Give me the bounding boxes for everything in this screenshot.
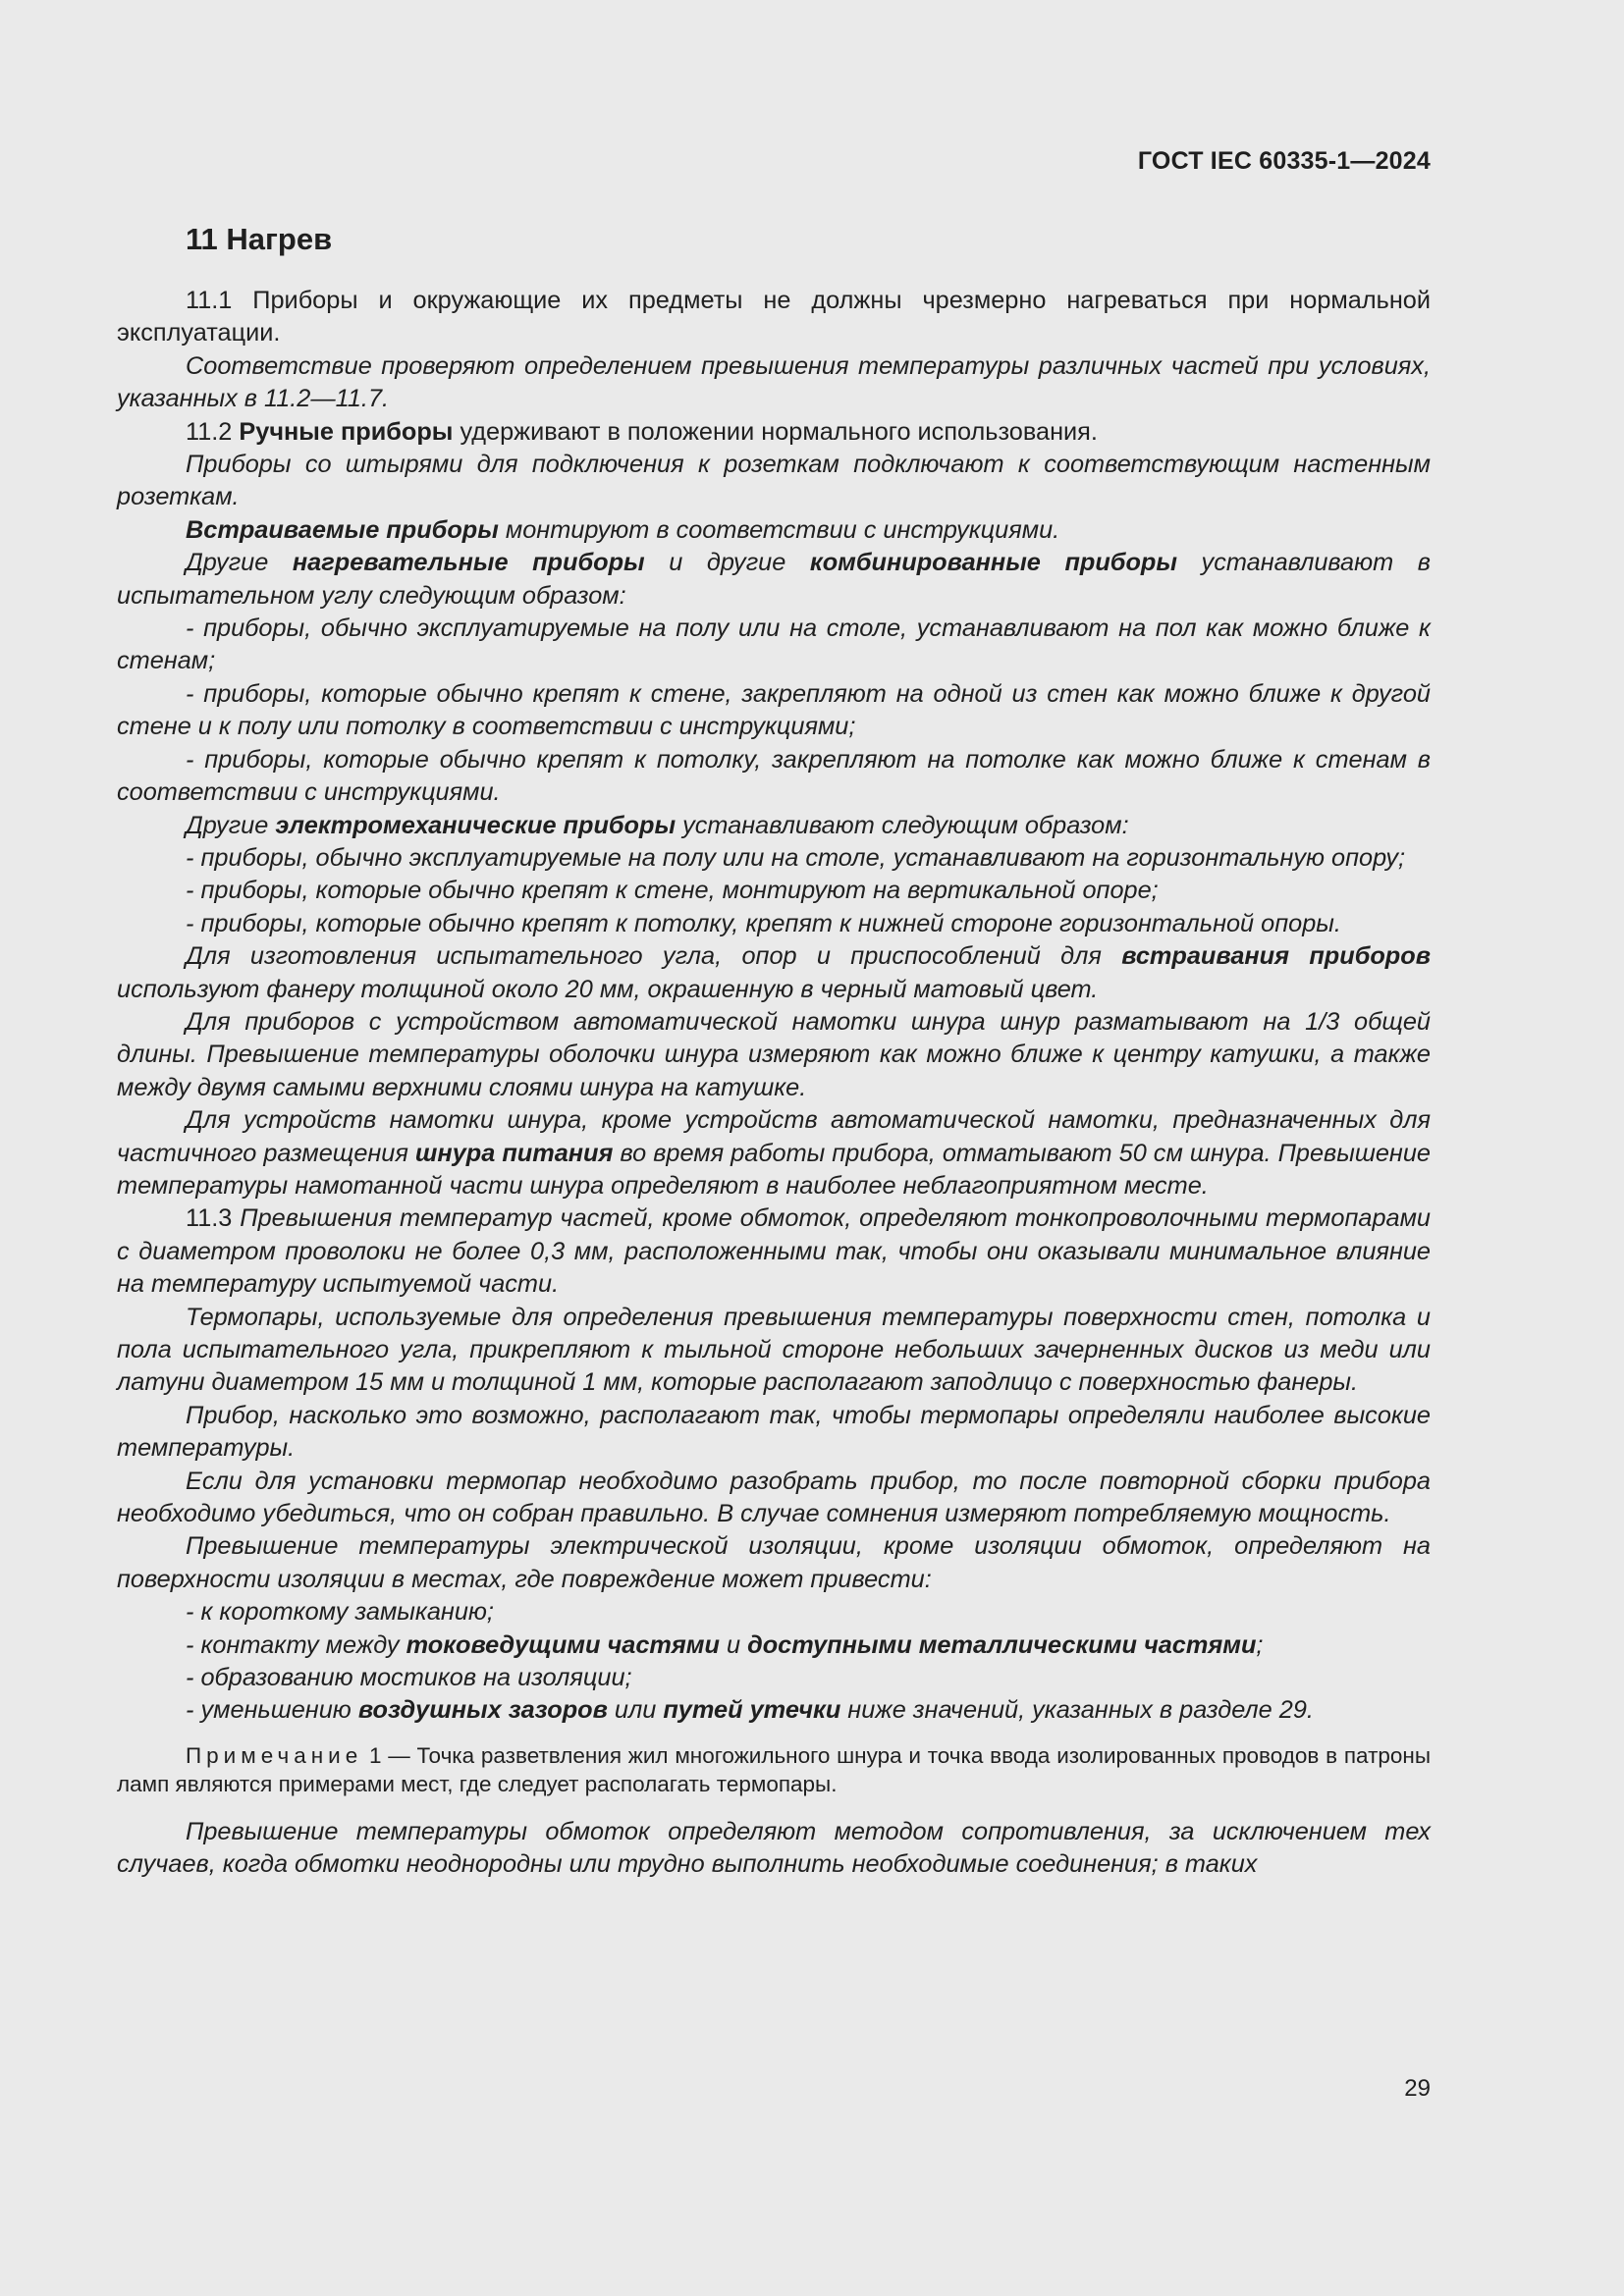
list-item-wall: - приборы, которые обычно крепят к стене, закрепляют на одной из стен как можно ближе к другой стене и к полу или потолку в соответствии с инструкциями; <box>117 679 1431 741</box>
paragraph-11-3: 11.3 Превышения температур частей, кроме обмоток, определяют тонкопроволочными термопарами с диаметром проволоки не более 0,3 мм, расположенными так, чтобы они оказывали минимальное влияние на температуру испытуемой части. <box>117 1204 1431 1299</box>
term-accessible-metal-parts: доступными металлическими частями <box>747 1630 1257 1659</box>
term-creepage-distances: путей утечки <box>663 1696 841 1725</box>
paragraph-11-2: 11.2 Ручные приборы удерживают в положении нормального использования. <box>186 417 1098 446</box>
paragraph-heating-appliances: Другие нагревательные приборы и другие комбинированные приборы устанавливают в испытательном углу следующим образом: <box>117 549 1431 610</box>
list-item-short-circuit: - к короткому замыканию; <box>186 1598 494 1627</box>
list-item-underside-support: - приборы, которые обычно крепят к потолку, крепят к нижней стороне горизонтальной опоры. <box>186 909 1341 937</box>
term-heating-appliances: нагревательные приборы <box>292 549 645 577</box>
term-supply-cord: шнура питания <box>414 1139 614 1167</box>
paragraph-thermocouples-discs: Термопары, используемые для определения превышения температуры поверхности стен, потолка и пола испытательного угла, прикрепляют к тыльной стороне небольших зачерненных дисков из меди или латуни диаметром 15 мм и толщиной 1 мм, которые располагают заподлицо с поверхностью фанеры. <box>117 1303 1431 1397</box>
paragraph-11-1: 11.1 Приборы и окружающие их предметы не должны чрезмерно нагреваться при нормальной эксплуатации. <box>117 287 1431 347</box>
list-item-ceiling: - приборы, которые обычно крепят к потолку, закрепляют на потолке как можно ближе к стенам в соответствии с инструкциями. <box>117 745 1431 807</box>
paragraph-cord-storage: Для устройств намотки шнура, кроме устройств автоматической намотки, предназначенных для частичного размещения шнура питания во время работы прибора, отматывают 50 см шнура. Превышение температуры намотанной части шнура определяют в наиболее неблагоприятном месте. <box>117 1106 1431 1200</box>
paragraph-winding-resistance: Превышение температуры обмоток определяют методом сопротивления, за исключением тех случаев, когда обмотки неоднородны или трудно выполнить необходимые соединения; в таких <box>117 1817 1431 1879</box>
paragraph-positioning: Прибор, насколько это возможно, располагают так, чтобы термопары определяли наиболее высокие температуры. <box>117 1401 1431 1463</box>
term-combined-appliances: комбинированные приборы <box>809 549 1177 577</box>
paragraph-compliance: Соответствие проверяют определением превышения температуры различных частей при условиях, указанных в 11.2—11.7. <box>117 351 1431 413</box>
note-label: Примечание <box>186 1742 363 1768</box>
paragraph-motor-appliances: Другие электромеханические приборы устанавливают следующим образом: <box>186 811 1129 839</box>
document-header: ГОСТ IEC 60335-1—2024 <box>1137 147 1431 175</box>
term-built-in-appliances: Встраиваемые приборы <box>186 515 499 544</box>
paragraph-plug-appliances: Приборы со штырями для подключения к розеткам подключают к соответствующим настенным розеткам. <box>117 451 1431 511</box>
term-built-in: встраивания приборов <box>1121 942 1431 971</box>
list-item-contact: - контакту между токоведущими частями и доступными металлическими частями; <box>186 1630 1264 1659</box>
list-item-bridging: - образованию мостиков на изоляции; <box>186 1664 632 1692</box>
paragraph-cord-reel-auto: Для приборов с устройством автоматической намотки шнура шнур разматывают на 1/3 общей длины. Превышение температуры оболочки шнура измеряют как можно ближе к центру катушки, а также между двумя самыми верхними слоями шнура на катушке. <box>117 1007 1431 1101</box>
term-clearances: воздушных зазоров <box>357 1696 608 1725</box>
list-item-clearances: - уменьшению воздушных зазоров или путей утечки ниже значений, указанных в разделе 29. <box>186 1696 1314 1725</box>
list-item-vertical-support: - приборы, которые обычно крепят к стене, монтируют на вертикальной опоре; <box>186 877 1159 905</box>
list-item-floor: - приборы, обычно эксплуатируемые на полу или на столе, устанавливают на пол как можно ближе к стенам; <box>117 614 1431 675</box>
list-item-horizontal-support: - приборы, обычно эксплуатируемые на полу или на столе, устанавливают на горизонтальную опору; <box>186 843 1405 872</box>
term-motor-operated-appliances: электромеханические приборы <box>275 811 677 839</box>
paragraph-plywood: Для изготовления испытательного угла, опор и приспособлений для встраивания приборов используют фанеру толщиной около 20 мм, окрашенную в черный матовый цвет. <box>117 942 1431 1003</box>
paragraph-built-in: Встраиваемые приборы монтируют в соответствии с инструкциями. <box>186 515 1060 544</box>
term-live-parts: токоведущими частями <box>406 1630 720 1659</box>
note-1: Примечание 1 — Точка разветвления жил многожильного шнура и точка ввода изолированных проводов в патроны ламп являются примерами мест, где следует располагать термопары. <box>117 1742 1431 1796</box>
paragraph-insulation: Превышение температуры электрической изоляции, кроме изоляции обмоток, определяют на поверхности изоляции в местах, где повреждение может привести: <box>117 1532 1431 1593</box>
page-number: 29 <box>1404 2075 1431 2102</box>
document-body <box>117 220 1431 1882</box>
section-title: 11 Нагрев <box>186 222 333 256</box>
term-hand-held-appliances: Ручные приборы <box>239 417 454 446</box>
paragraph-disassembly: Если для установки термопар необходимо разобрать прибор, то после повторной сборки прибора необходимо убедиться, что он собран правильно. В случае сомнения измеряют потребляемую мощность. <box>117 1467 1431 1528</box>
